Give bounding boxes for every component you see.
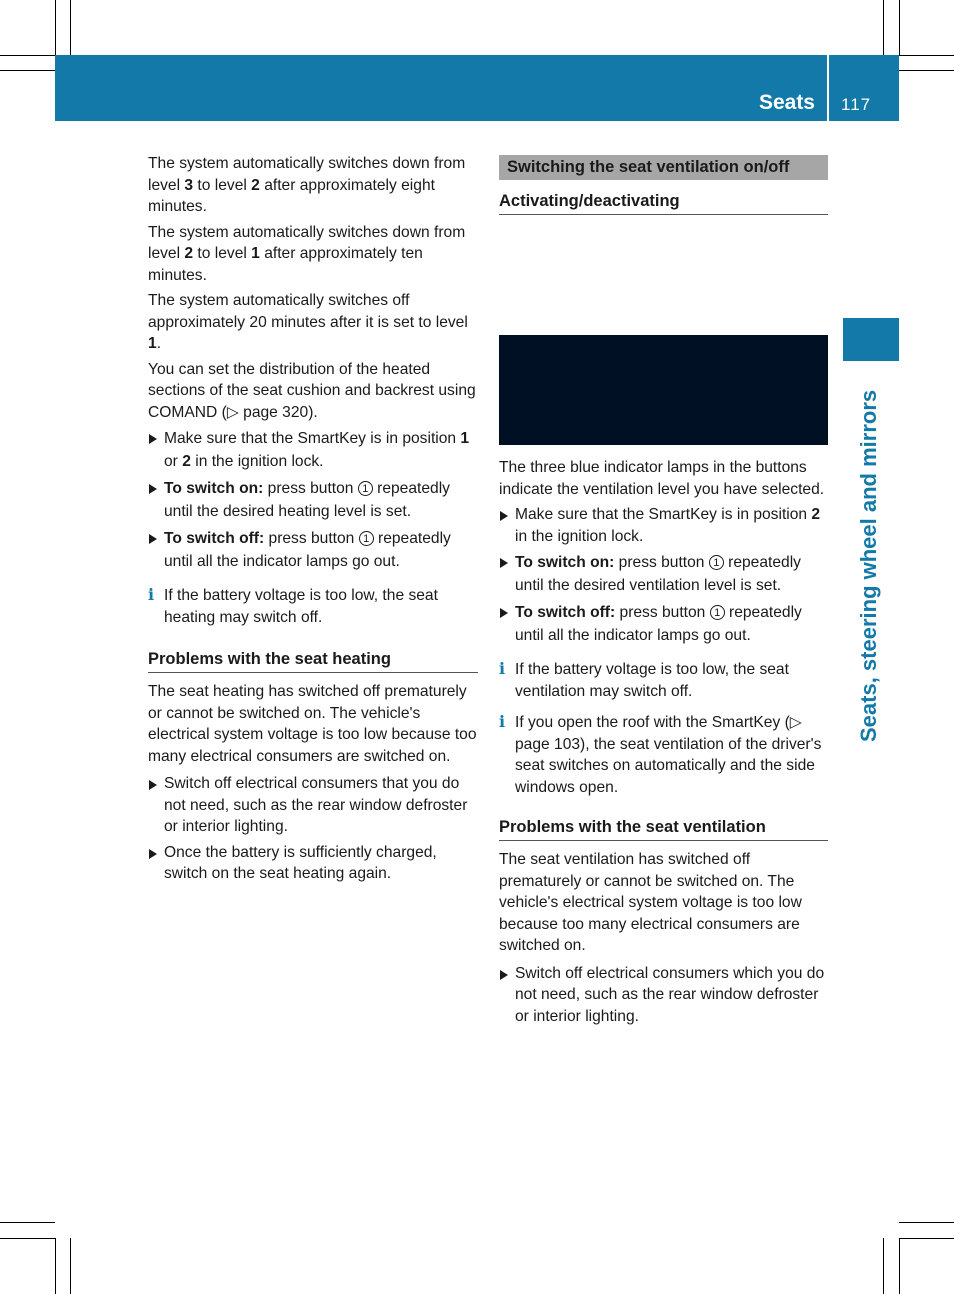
- list-item: To switch on: press button 1 repeatedly until the desired ventilation level is set.: [499, 551, 828, 597]
- crop-mark: [55, 0, 56, 55]
- info-icon: i: [499, 659, 506, 678]
- crop-mark: [899, 0, 900, 55]
- list-item: To switch off: press button 1 repeatedly until all the indicator lamps go out.: [148, 527, 478, 573]
- right-column: [499, 155, 828, 1031]
- subheading: Activating/deactivating: [499, 190, 828, 215]
- crop-mark: [0, 1238, 55, 1239]
- triangle-bullet-icon: [500, 558, 508, 568]
- paragraph: You can set the distribution of the heated sections of the seat cushion and backrest using COMAND (▷ page 320).: [148, 360, 476, 421]
- chapter-side-label: Seats, steering wheel and mirrors: [856, 389, 881, 742]
- triangle-bullet-icon: [500, 608, 508, 618]
- crop-mark: [0, 55, 55, 56]
- list-item: Once the battery is sufficiently charged, switch on the seat heating again.: [148, 842, 478, 885]
- circled-number-icon: 1: [359, 531, 374, 546]
- page-number: 117: [841, 95, 872, 114]
- triangle-bullet-icon: [149, 534, 157, 544]
- list-item: Switch off electrical consumers that you do not need, such as the rear window defroster or interior lighting.: [148, 773, 478, 838]
- list-item: To switch on: press button 1 repeatedly until the desired heating level is set.: [148, 477, 478, 523]
- triangle-bullet-icon: [149, 484, 157, 494]
- list-item: Make sure that the SmartKey is in position 2 in the ignition lock.: [499, 504, 828, 547]
- crop-mark: [883, 1238, 884, 1294]
- paragraph: The system automatically switches down from level 2 to level 1 after approximately ten minutes.: [148, 223, 466, 284]
- left-column: [148, 153, 478, 889]
- section-heading: Problems with the seat ventilation: [499, 816, 828, 841]
- info-icon: i: [499, 712, 506, 731]
- triangle-bullet-icon: [500, 970, 508, 980]
- info-note: i If the battery voltage is too low, the seat ventilation may switch off.: [499, 659, 789, 700]
- crop-mark: [70, 1238, 71, 1294]
- circled-number-icon: 1: [358, 481, 373, 496]
- circled-number-icon: 1: [710, 605, 725, 620]
- list-item: To switch off: press button 1 repeatedly until all the indicator lamps go out.: [499, 601, 828, 647]
- info-note: i If the battery voltage is too low, the seat heating may switch off.: [148, 585, 438, 626]
- paragraph: The system automatically switches down from level 3 to level 2 after approximately eight minutes.: [148, 155, 466, 215]
- crop-mark: [899, 1238, 900, 1294]
- paragraph: The seat heating has switched off prematurely or cannot be switched on. The vehicle's electrical system voltage is too low because too many electrical consumers are switched on.: [148, 683, 477, 765]
- crop-mark: [883, 0, 884, 55]
- circled-number-icon: 1: [709, 555, 724, 570]
- crop-mark: [899, 70, 954, 71]
- crop-mark: [0, 70, 55, 71]
- crop-mark: [899, 55, 954, 56]
- list-item: Make sure that the SmartKey is in position 1 or 2 in the ignition lock.: [148, 427, 478, 473]
- paragraph: The seat ventilation has switched off prematurely or cannot be switched on. The vehicle's electrical system voltage is too low because too many electrical consumers are switched on.: [499, 851, 802, 954]
- photo-dark-area: [499, 335, 828, 445]
- seat-ventilation-buttons-photo: [499, 225, 828, 445]
- triangle-bullet-icon: [500, 511, 508, 521]
- crop-mark: [55, 1238, 56, 1294]
- list-item: Switch off electrical consumers which you do not need, such as the rear window defroster or interior lighting.: [499, 963, 828, 1028]
- header-separator: [827, 55, 829, 121]
- section-heading: Switching the seat ventilation on/off: [499, 155, 828, 180]
- triangle-bullet-icon: [149, 849, 157, 859]
- crop-mark: [899, 1238, 954, 1239]
- info-note: i If you open the roof with the SmartKey (▷ page 103), the seat ventilation of the driver's seat switches on automatically and the side windows open.: [499, 712, 822, 796]
- crop-mark: [899, 1222, 954, 1223]
- paragraph: The three blue indicator lamps in the buttons indicate the ventilation level you have selected.: [499, 459, 825, 498]
- section-heading: Problems with the seat heating: [148, 648, 478, 673]
- section-title: Seats: [758, 91, 815, 114]
- crop-mark: [0, 1222, 55, 1223]
- info-icon: i: [148, 585, 155, 604]
- crop-mark: [70, 0, 71, 55]
- triangle-bullet-icon: [149, 780, 157, 790]
- triangle-bullet-icon: [149, 434, 157, 444]
- paragraph: The system automatically switches off approximately 20 minutes after it is set to level 1.: [148, 292, 468, 352]
